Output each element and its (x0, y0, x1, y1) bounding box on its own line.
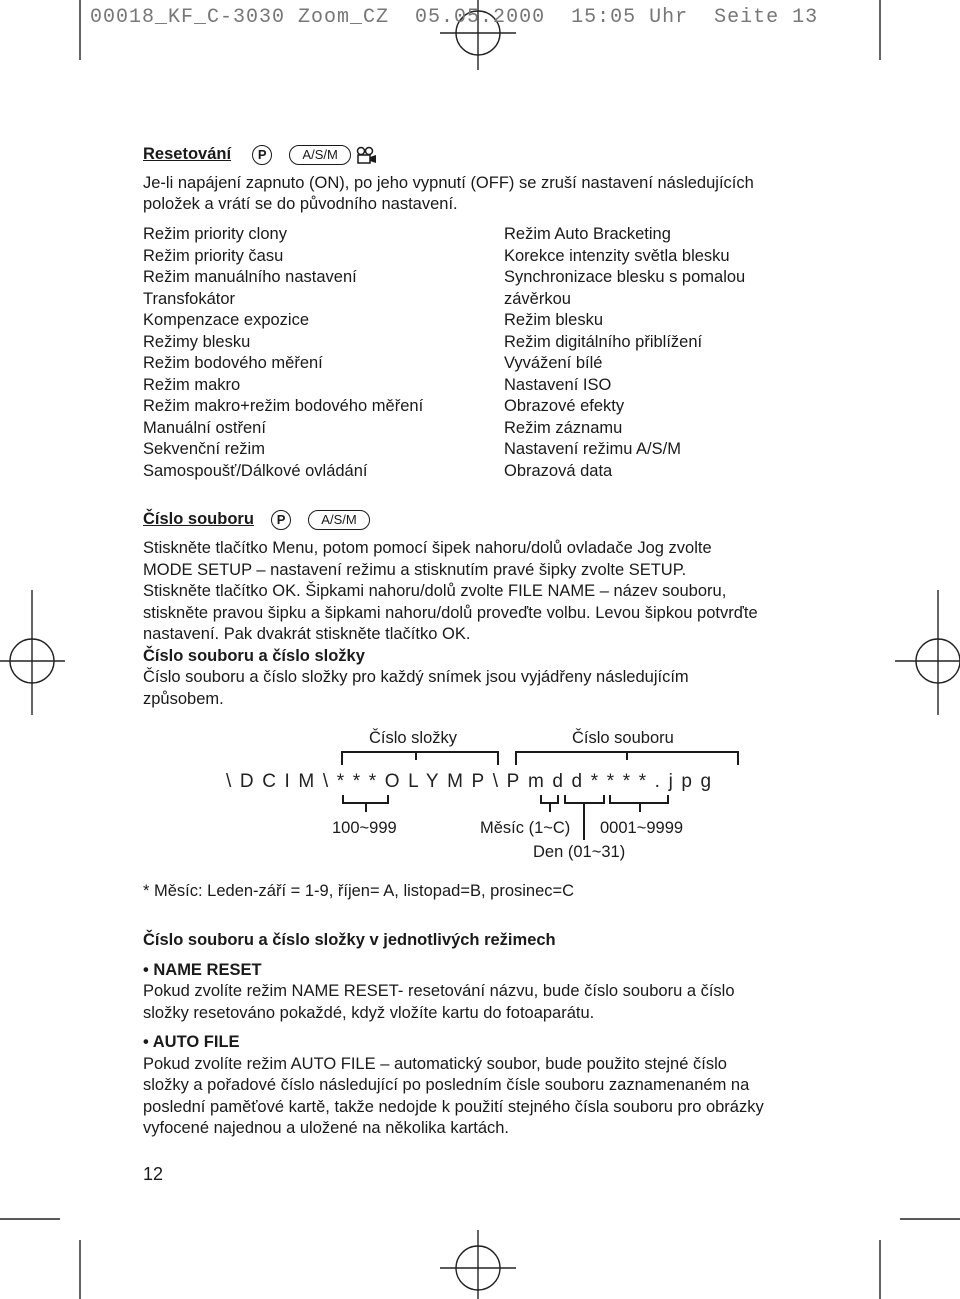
paragraph-line: stiskněte pravou šipku a šipkami nahoru/dolů proveďte volbu. Levou šipkou potvrďte (143, 603, 758, 622)
list-item: Režim digitálního přiblížení (504, 332, 703, 351)
paragraph-line: složky resetováno pokaždé, když vložíte kartu do fotoaparátu. (143, 1003, 595, 1022)
auto-file-title: • AUTO FILE (143, 1033, 240, 1051)
list-item: Režim bodového měření (143, 354, 323, 372)
list-item: Manuální ostření (143, 418, 266, 437)
file-number-label: Číslo souboru (572, 729, 674, 747)
folder-number-label: Číslo složky (369, 729, 458, 747)
paragraph-line: nastavení. Pak dvakrát stiskněte tlačítko OK. (143, 625, 471, 643)
print-header: 00018_KF_C-3030 Zoom_CZ 05.05.2000 15:05 Uhr Seite 13 (90, 6, 819, 29)
list-item: Kompenzace expozice (143, 311, 310, 329)
file-range-label: 0001~9999 (600, 819, 684, 837)
file-number-title: Číslo souboru (143, 510, 254, 528)
paragraph-line: poslední paměťové kartě, takže nedojde k použití stejného čísla souboru pro obrázky (143, 1097, 764, 1116)
mode-p-icon: P (271, 510, 291, 530)
month-note: * Měsíc: Leden-září = 1-9, říjen= A, listopad=B, prosinec=C (143, 882, 575, 900)
list-item: Nastavení ISO (504, 375, 612, 394)
file-path: \DCIM\***OLYMP\Pmdd****.jpg (226, 771, 720, 792)
list-item: Režim priority clony (143, 225, 287, 243)
reset-intro-line2: položek a vrátí se do původního nastavení. (143, 195, 458, 213)
list-item: Transfokátor (143, 289, 236, 308)
reset-title: Resetování (143, 145, 232, 163)
paragraph-line: Stiskněte tlačítko Menu, potom pomocí šipek nahoru/dolů ovladače Jog zvolte (143, 539, 712, 557)
list-item: Vyvážení bílé (504, 354, 603, 372)
paragraph-line: Stiskněte tlačítko OK. Šipkami nahoru/dolů zvolte FILE NAME – název souboru, (143, 582, 727, 600)
modes-heading: Číslo souboru a číslo složky v jednotlivých režimech (143, 931, 556, 949)
mode-p-icon: P (252, 145, 272, 165)
list-item: Obrazová data (504, 461, 613, 480)
list-item: Režim manuálního nastavení (143, 268, 357, 286)
list-item: Obrazové efekty (504, 397, 625, 415)
list-item: Režim Auto Bracketing (504, 225, 671, 243)
month-label: Měsíc (1~C) (480, 819, 571, 837)
paragraph-line: složky a pořadové číslo následující po posledním čísle souboru zaznamenaném na (143, 1076, 750, 1094)
paragraph-line: Číslo souboru a číslo složky pro každý snímek jsou vyjádřeny následujícím (143, 668, 689, 686)
folder-range-label: 100~999 (332, 819, 397, 837)
name-reset-title: • NAME RESET (143, 960, 262, 979)
list-item: Režim makro+režim bodového měření (143, 397, 424, 415)
paragraph-line: MODE SETUP – nastavení režimu a stisknutím pravé šipky zvolte SETUP. (143, 560, 687, 579)
list-item: závěrkou (504, 289, 571, 308)
page-number: 12 (143, 1164, 164, 1184)
paragraph-line: vyfocené najednou a uložené na několika kartách. (143, 1119, 510, 1137)
day-label: Den (01~31) (533, 843, 626, 861)
list-item: Nastavení režimu A/S/M (504, 440, 681, 458)
paragraph-line: způsobem. (143, 689, 224, 708)
list-item: Korekce intenzity světla blesku (504, 246, 730, 265)
paragraph-line: Pokud zvolíte režim AUTO FILE – automatický soubor, bude použito stejné číslo (143, 1054, 727, 1073)
list-item: Sekvenční režim (143, 440, 265, 458)
list-item: Režimy blesku (143, 332, 251, 351)
list-item: Režim blesku (504, 311, 604, 329)
list-item: Synchronizace blesku s pomalou (504, 268, 746, 286)
mode-asm-icon: A/S/M (289, 145, 350, 165)
list-item: Samospoušť/Dálkové ovládání (143, 461, 368, 480)
reset-intro-line1: Je-li napájení zapnuto (ON), po jeho vypnutí (OFF) se zruší nastavení následujících (143, 174, 754, 192)
subheading: Číslo souboru a číslo složky (143, 646, 365, 665)
modes-section (143, 930, 764, 1140)
list-item: Režim priority času (143, 246, 284, 265)
list-item: Režim makro (143, 375, 241, 394)
mode-asm-icon: A/S/M (308, 510, 369, 530)
paragraph-line: Pokud zvolíte režim NAME RESET- resetování názvu, bude číslo souboru a číslo (143, 982, 735, 1000)
list-item: Režim záznamu (504, 418, 623, 437)
